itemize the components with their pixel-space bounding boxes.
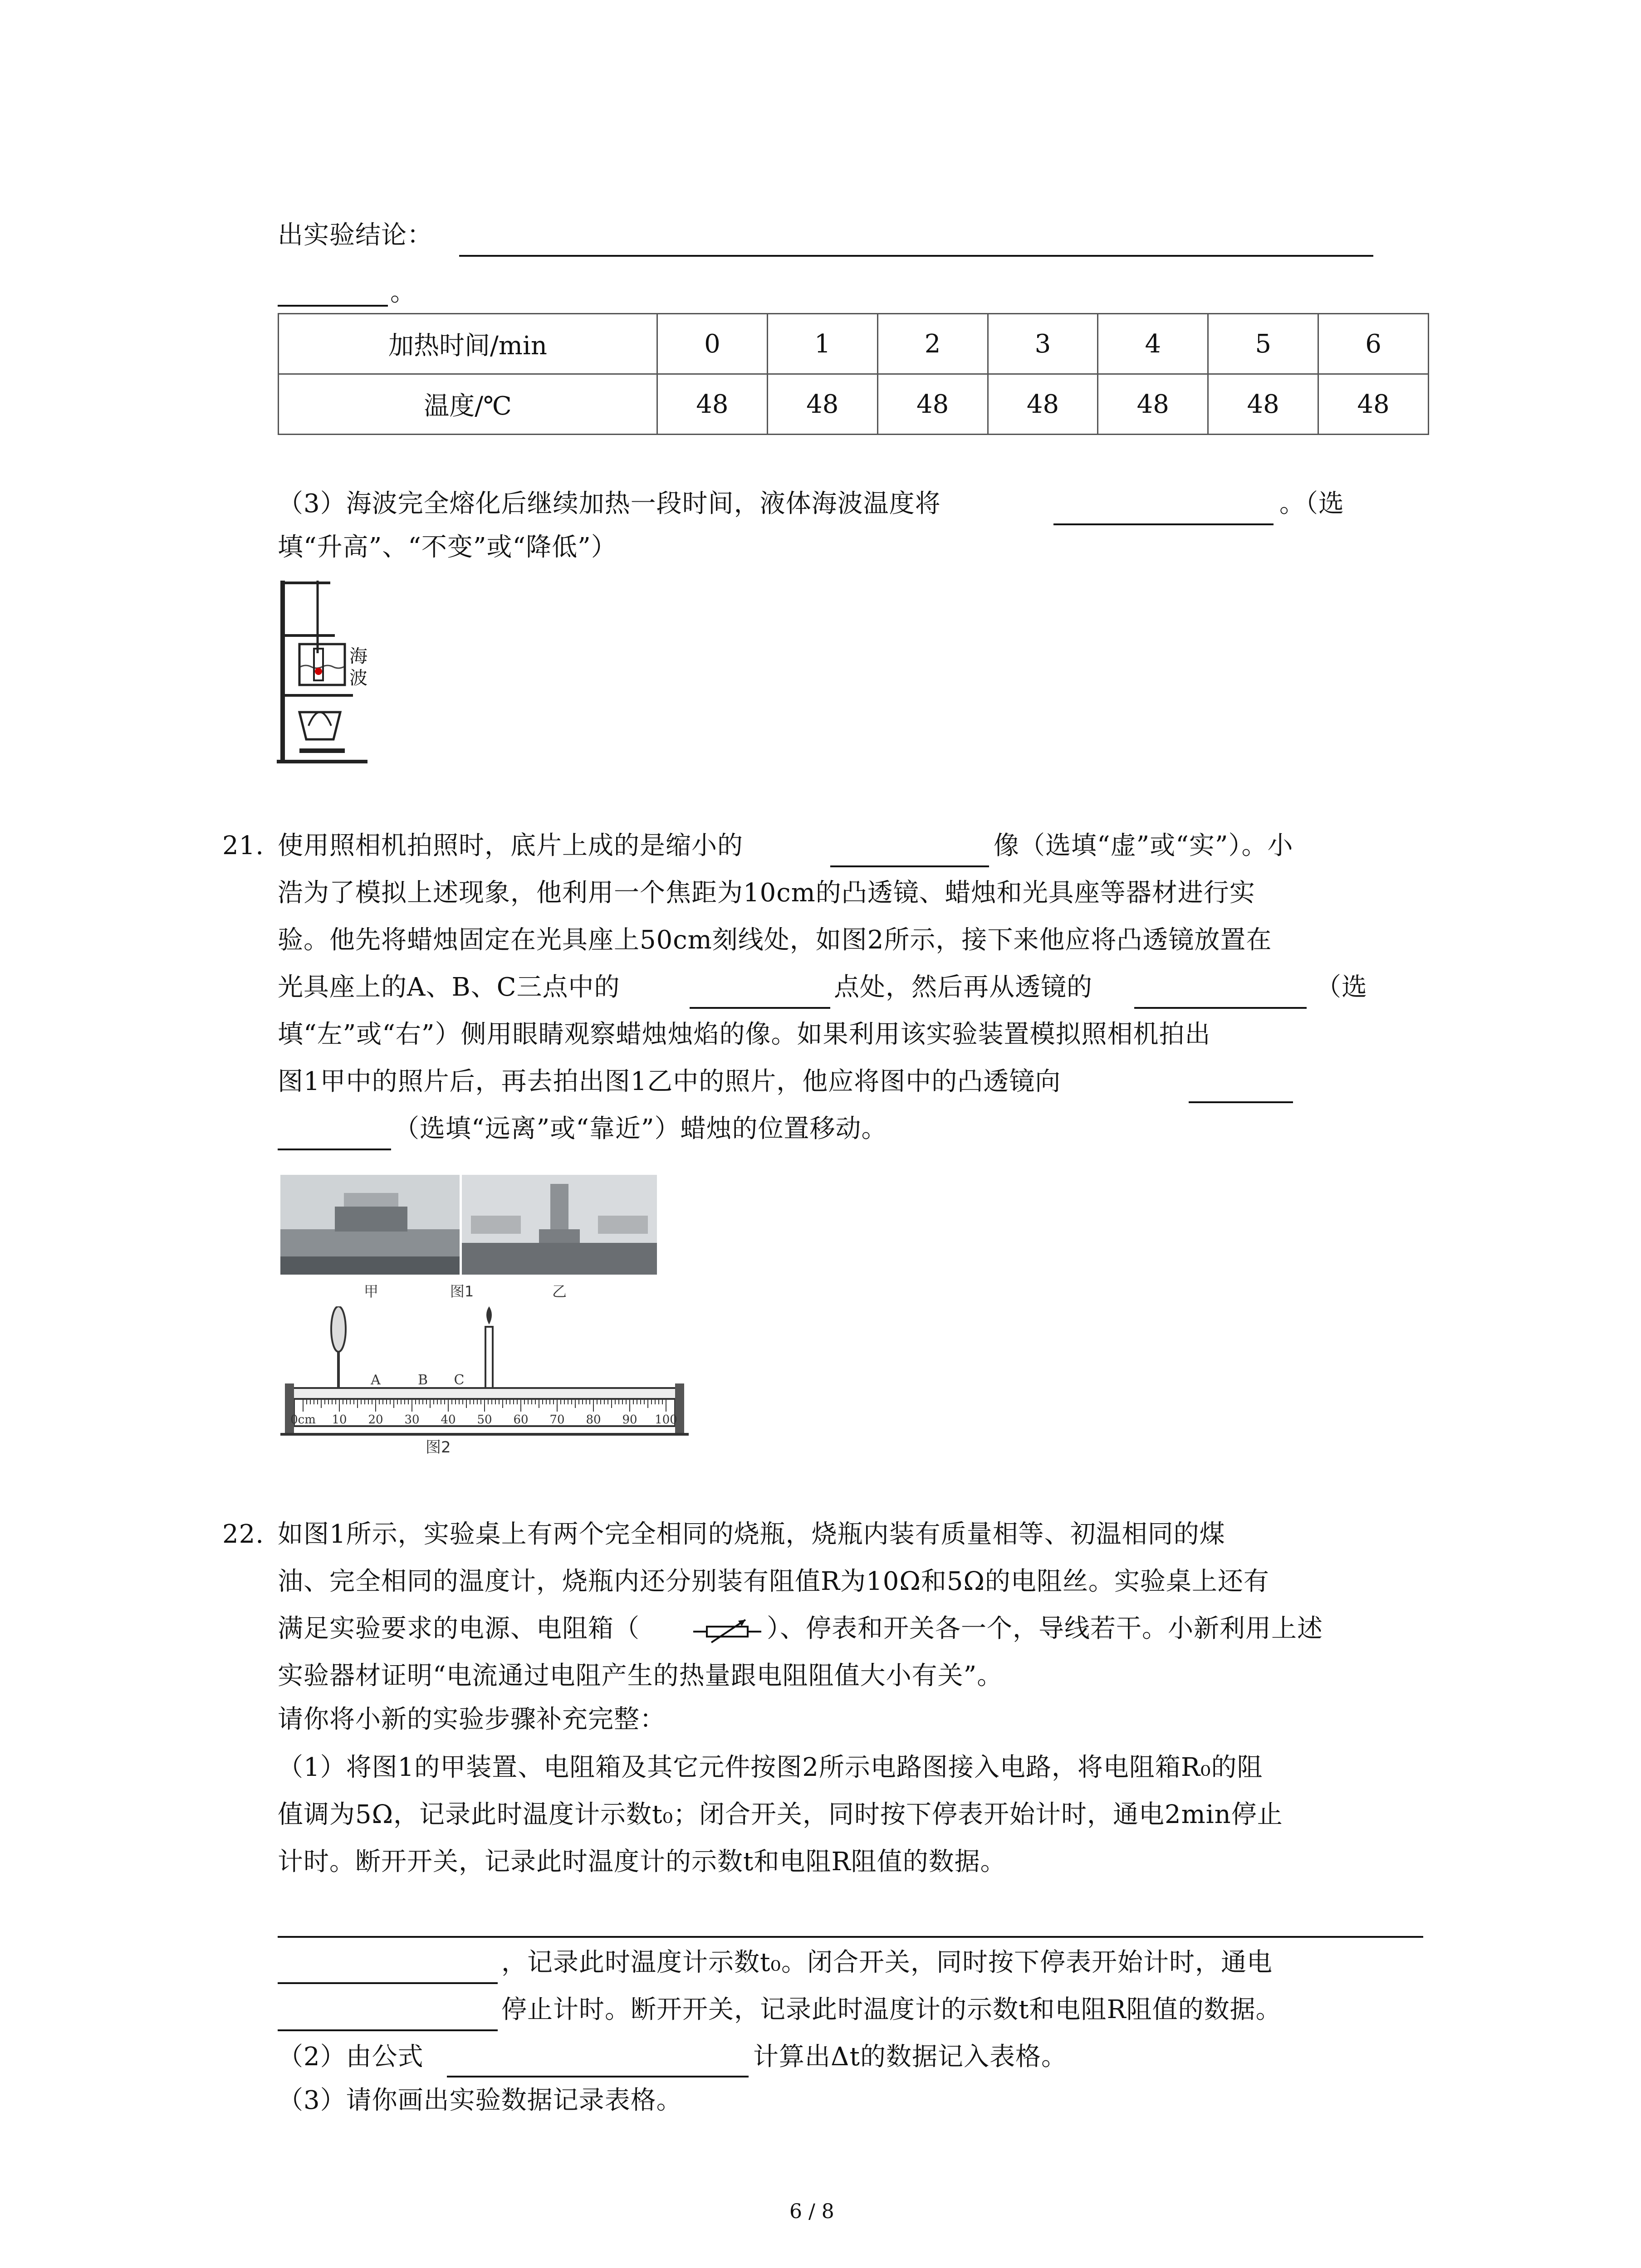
- ruler-tick-label: 40: [441, 1413, 456, 1427]
- table-cell: 48: [767, 374, 877, 435]
- q22-line5: 请你将小新的实验步骤补充完整：: [278, 1705, 666, 1734]
- q21-line1b: 像（选填“虚”或“实”）。小: [994, 831, 1293, 860]
- answer-blank-conclusion: [459, 255, 1373, 257]
- apparatus-label-2: 波: [349, 668, 367, 689]
- table-cell: 48: [877, 374, 988, 435]
- table-cell: 48: [657, 374, 768, 435]
- q22-line3a: 满足实验要求的电源、电阻箱（: [278, 1614, 640, 1643]
- table-cell: 48: [988, 374, 1098, 435]
- q21-number: 21.: [222, 831, 265, 860]
- q22-line3b: ）、停表和开关各一个，导线若干。小新利用上述: [767, 1614, 1323, 1643]
- ruler-tick-label: 50: [477, 1413, 492, 1427]
- q22-line8: 计时。断开开关，记录此时温度计的示数t和电阻R阻值的数据。: [278, 1847, 1006, 1877]
- table-row: [279, 314, 1429, 374]
- apparatus-label-1: 海: [349, 646, 367, 667]
- bench-rail: [289, 1388, 680, 1399]
- heating-data-table: [278, 313, 1429, 435]
- q21-line1a: 使用照相机拍照时，底片上成的是缩小的: [278, 831, 743, 860]
- table-cell: 1: [767, 314, 877, 374]
- q22-line9: ，记录此时温度计示数t₀。闭合开关，同时按下停表开始计时，通电: [501, 1948, 1273, 1977]
- ruler-tick-label: 20: [368, 1413, 383, 1427]
- table-row: [279, 374, 1429, 435]
- figure-2-caption: 图2: [426, 1438, 451, 1456]
- heating-apparatus-figure: [272, 576, 399, 767]
- answer-blank-side: [1134, 1007, 1307, 1009]
- ruler-tick-label: 100: [655, 1413, 677, 1427]
- bench-point-b: B: [417, 1372, 428, 1388]
- q22-line2: 油、完全相同的温度计，烧瓶内还分别装有阻值R为10Ω和5Ω的电阻丝。实验桌上还有: [278, 1567, 1269, 1596]
- page-number: 6 / 8: [789, 2200, 834, 2223]
- convex-lens: [331, 1306, 346, 1352]
- answer-blank-step2-cont: [278, 1982, 498, 1984]
- q22-line10: 停止计时。断开开关，记录此时温度计的示数t和电阻R阻值的数据。: [501, 1995, 1282, 2024]
- q20-part3-line1: [278, 486, 941, 522]
- answer-blank-direction-cont: [278, 1149, 391, 1150]
- q21-line4b: 点处，然后再从透镜的: [834, 973, 1092, 1002]
- bench-point-c: C: [454, 1372, 465, 1388]
- q22-line1: 如图1所示，实验桌上有两个完全相同的烧瓶，烧瓶内装有质量相等、初温相同的煤: [278, 1520, 1225, 1549]
- q20-part3-end: 。（选: [1279, 489, 1344, 518]
- q22-line11b: 计算出Δt的数据记入表格。: [753, 2042, 1067, 2072]
- q21-line7: （选填“远离”或“靠近”）蜡烛的位置移动。: [394, 1114, 887, 1144]
- bench-point-a: A: [371, 1372, 381, 1388]
- q22-line4: 实验器材证明“电流通过电阻产生的热量跟电阻阻值大小有关”。: [278, 1661, 1003, 1691]
- table-cell: 48: [1318, 374, 1429, 435]
- q22-line6: （1）将图1的甲装置、电阻箱及其它元件按图2所示电路图接入电路，将电阻箱R₀的阻: [278, 1753, 1263, 1782]
- q22-line7: 值调为5Ω，记录此时温度计示数t₀；闭合开关，同时按下停表开始计时，通电2min停止: [278, 1800, 1283, 1829]
- figure-1-label-jia: 甲: [363, 1283, 379, 1300]
- conclusion-label: 出实验结论：: [278, 220, 433, 250]
- table-cell: 0: [657, 314, 768, 374]
- ruler-tick-label: 80: [586, 1413, 601, 1427]
- q21-line4c: （选: [1316, 973, 1367, 1002]
- table-cell: 48: [1098, 374, 1208, 435]
- answer-blank-formula: [447, 2076, 749, 2077]
- table-cell: 3: [988, 314, 1098, 374]
- figure-1-photos: [280, 1175, 661, 1306]
- table-header-cell: 加热时间/min: [279, 314, 657, 374]
- table-cell: 2: [877, 314, 988, 374]
- table-cell: 6: [1318, 314, 1429, 374]
- answer-blank-liquid-temp: [1053, 523, 1274, 525]
- q21-line3: 验。他先将蜡烛固定在光具座上50cm刻线处，如图2所示，接下来他应将凸透镜放置在: [278, 925, 1272, 955]
- ruler-tick-label: 70: [549, 1413, 565, 1427]
- table-cell: 48: [1208, 374, 1318, 435]
- q21-line6: 图1甲中的照片后，再去拍出图1乙中的照片，他应将图中的凸透镜向: [278, 1067, 1061, 1096]
- conclusion-prefix: [278, 218, 433, 253]
- q22-line12: （3）请你画出实验数据记录表格。: [278, 2086, 682, 2115]
- ruler-tick-label: 10: [332, 1413, 347, 1427]
- q20-part3-line2: 填“升高”、“不变”或“降低”）: [278, 533, 617, 562]
- q21-line5: 填“左”或“右”）侧用眼睛观察蜡烛烛焰的像。如果利用该实验装置模拟照相机拍出: [278, 1020, 1211, 1049]
- bench-points: [370, 1372, 464, 1388]
- ruler-tick-label: 0cm: [290, 1413, 316, 1427]
- table-header-cell: 温度/℃: [279, 374, 657, 435]
- answer-blank-time: [278, 2029, 498, 2031]
- table-cell: 4: [1098, 314, 1208, 374]
- answer-blank-step2: [278, 1936, 1423, 1938]
- answer-blank-image-type: [830, 865, 989, 867]
- table-cell: 5: [1208, 314, 1318, 374]
- answer-blank-lens-point: [690, 1007, 830, 1009]
- q21-line2: 浩为了模拟上述现象，他利用一个焦距为10cm的凸透镜、蜡烛和光具座等器材进行实: [278, 878, 1255, 908]
- q22-number: 22.: [222, 1520, 265, 1549]
- resistance-box-symbol-icon: [693, 1618, 761, 1645]
- candle-flame: [486, 1306, 492, 1325]
- conclusion-end: 。: [390, 278, 416, 307]
- q22-line11a: （2）由公式: [278, 2042, 424, 2072]
- q21-line4a: 光具座上的A、B、C三点中的: [278, 973, 620, 1002]
- answer-blank-conclusion-cont: [278, 305, 388, 307]
- q20-part3-text: （3）海波完全熔化后继续加热一段时间，液体海波温度将: [278, 489, 941, 518]
- answer-blank-direction: [1189, 1101, 1293, 1103]
- ruler-tick-label: 30: [404, 1413, 420, 1427]
- ruler-tick-label: 90: [622, 1413, 637, 1427]
- figure-1-caption: 图1: [450, 1283, 474, 1300]
- ruler-tick-label: 60: [513, 1413, 529, 1427]
- figure-1-label-yi: 乙: [552, 1283, 567, 1300]
- figure-2-optical-bench: [280, 1306, 689, 1456]
- candle: [485, 1327, 493, 1390]
